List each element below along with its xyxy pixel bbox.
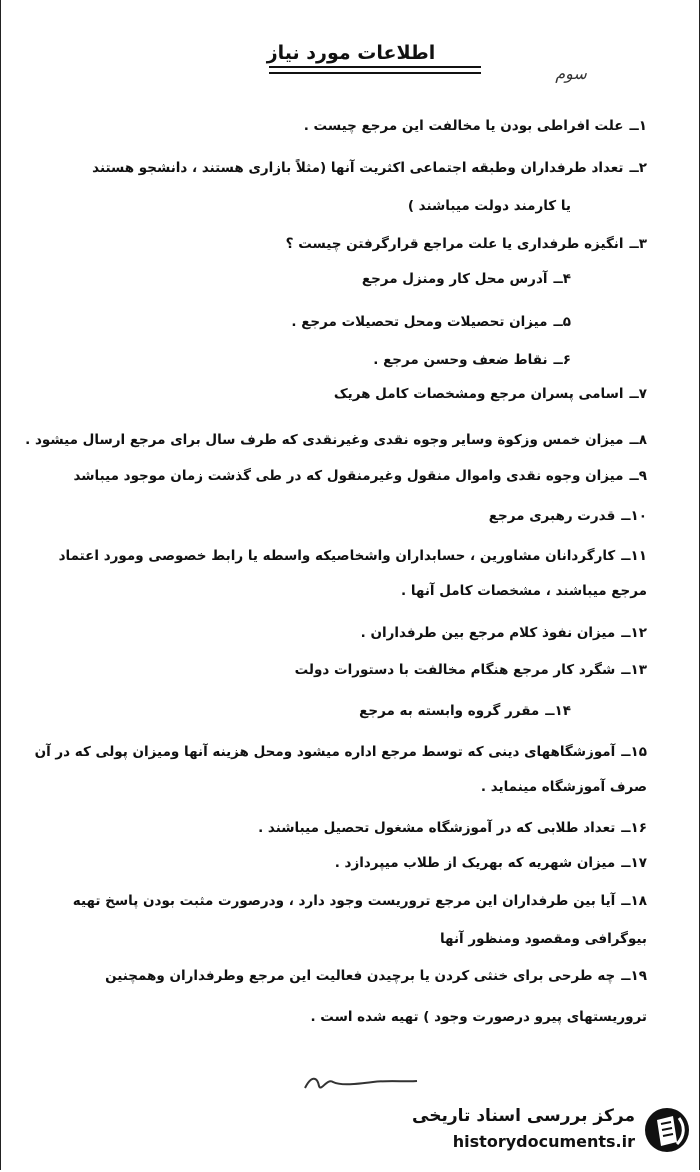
question-text: تعداد طرفداران وطبقه اجتماعی اکثریت آنها (مثلاً بازاری هستند ، دانشجو هستند xyxy=(92,160,624,176)
question-number: ۶ــ xyxy=(553,352,571,368)
question-line xyxy=(489,508,647,524)
question-number: ۴ــ xyxy=(553,271,571,287)
question-number: ۵ــ xyxy=(553,314,571,330)
question-line xyxy=(25,432,647,448)
question-text: علت افراطی بودن یا مخالفت این مرجع چیست . xyxy=(303,118,624,134)
question-number: ۱۵ــ xyxy=(621,744,647,760)
archive-watermark xyxy=(411,1100,691,1160)
question-line xyxy=(92,160,647,176)
question-text: تروریستهای پیرو درصورت وجود ) تهیه شده است . xyxy=(310,1009,647,1025)
question-line xyxy=(291,314,571,330)
question-line xyxy=(286,236,647,252)
question-line xyxy=(73,893,647,909)
question-text: یا کارمند دولت میباشند ) xyxy=(407,198,571,214)
question-text: میزان وجوه نقدی واموال منقول وغیرمنقول که در طی گذشت زمان موجود میباشد xyxy=(73,468,624,484)
signature-icon xyxy=(301,1068,421,1096)
question-text: بیوگرافی ومقصود ومنظور آنها xyxy=(439,931,647,947)
question-line xyxy=(359,703,571,719)
question-text: چه طرحی برای خنثی کردن یا برچیدن فعالیت این مرجع وطرفداران وهمچنین xyxy=(105,968,616,984)
question-line xyxy=(335,855,647,871)
title-underline xyxy=(269,66,481,74)
document-title: اطلاعات مورد نیاز xyxy=(266,42,436,64)
archive-logo-icon xyxy=(643,1106,691,1154)
corner-handwritten-note: سوم xyxy=(555,64,587,83)
question-text: تعداد طلابی که در آموزشگاه مشغول تحصیل میباشند . xyxy=(258,820,616,836)
question-text: صرف آموزشگاه مینماید . xyxy=(480,779,647,795)
question-number: ۷ــ xyxy=(629,386,647,402)
question-line xyxy=(258,820,647,836)
question-text: میزان تحصیلات ومحل تحصیلات مرجع . xyxy=(291,314,548,330)
question-line xyxy=(481,779,647,795)
question-number: ۱۷ــ xyxy=(621,855,647,871)
question-text: قدرت رهبری مرجع xyxy=(488,508,616,524)
question-line xyxy=(401,583,647,599)
question-text: کارگردانان مشاورین ، حسابداران واشخاصیکه واسطه یا رابط خصوصی ومورد اعتماد xyxy=(58,548,616,564)
question-line xyxy=(59,548,647,564)
question-number: ۲ــ xyxy=(629,160,647,176)
question-number: ۱۴ــ xyxy=(545,703,571,719)
question-line xyxy=(310,1009,647,1025)
question-number: ۱۸ــ xyxy=(621,893,647,909)
question-line xyxy=(304,118,647,134)
question-line xyxy=(73,468,647,484)
watermark-url-text: historydocuments.ir xyxy=(452,1132,635,1151)
question-text: شگرد کار مرجع هنگام مخالفت با دستورات دولت xyxy=(294,662,616,678)
question-text: انگیزه طرفداری یا علت مراجع قرارگرفتن چیست ؟ xyxy=(285,236,624,252)
question-text: اسامی پسران مرجع ومشخصات کامل هریک xyxy=(333,386,624,402)
question-line xyxy=(440,931,647,947)
question-line xyxy=(295,662,647,678)
question-text: مقرر گروه وابسته به مرجع xyxy=(359,703,540,719)
question-number: ۱۰ــ xyxy=(621,508,647,524)
question-line xyxy=(105,968,647,984)
question-line xyxy=(362,271,571,287)
question-number: ۸ــ xyxy=(629,432,647,448)
signature-scribble xyxy=(301,1068,421,1096)
question-number: ۱۳ــ xyxy=(621,662,647,678)
question-text: میزان شهریه که بهریک از طلاب میپردازد . xyxy=(334,855,616,871)
question-line xyxy=(35,744,647,760)
watermark-persian-text: مرکز بررسی اسناد تاریخی xyxy=(412,1106,635,1126)
question-number: ۱ــ xyxy=(629,118,647,134)
question-number: ۳ــ xyxy=(629,236,647,252)
question-line xyxy=(334,386,647,402)
question-line xyxy=(373,352,571,368)
question-text: آموزشگاههای دینی که توسط مرجع اداره میشود ومحل هزینه آنها ومیزان پولی که در آن xyxy=(34,744,616,760)
question-number: ۱۹ــ xyxy=(621,968,647,984)
question-text: میزان خمس وزکوة وسایر وجوه نقدی وغیرنقدی که طرف سال برای مرجع ارسال میشود . xyxy=(25,432,624,448)
question-text: میزان نفوذ کلام مرجع بین طرفداران . xyxy=(360,625,616,641)
question-number: ۱۶ــ xyxy=(621,820,647,836)
question-number: ۱۱ــ xyxy=(621,548,647,564)
question-text: مرجع میباشند ، مشخصات کامل آنها . xyxy=(401,583,647,599)
question-text: آدرس محل کار ومنزل مرجع xyxy=(361,271,548,287)
question-text: آیا بین طرفداران این مرجع تروریست وجود دارد ، ودرصورت مثبت بودن پاسخ تهیه xyxy=(72,893,616,909)
question-number: ۹ــ xyxy=(629,468,647,484)
question-text: نقاط ضعف وحسن مرجع . xyxy=(373,352,548,368)
question-line xyxy=(361,625,647,641)
question-line xyxy=(408,198,571,214)
question-number: ۱۲ــ xyxy=(621,625,647,641)
